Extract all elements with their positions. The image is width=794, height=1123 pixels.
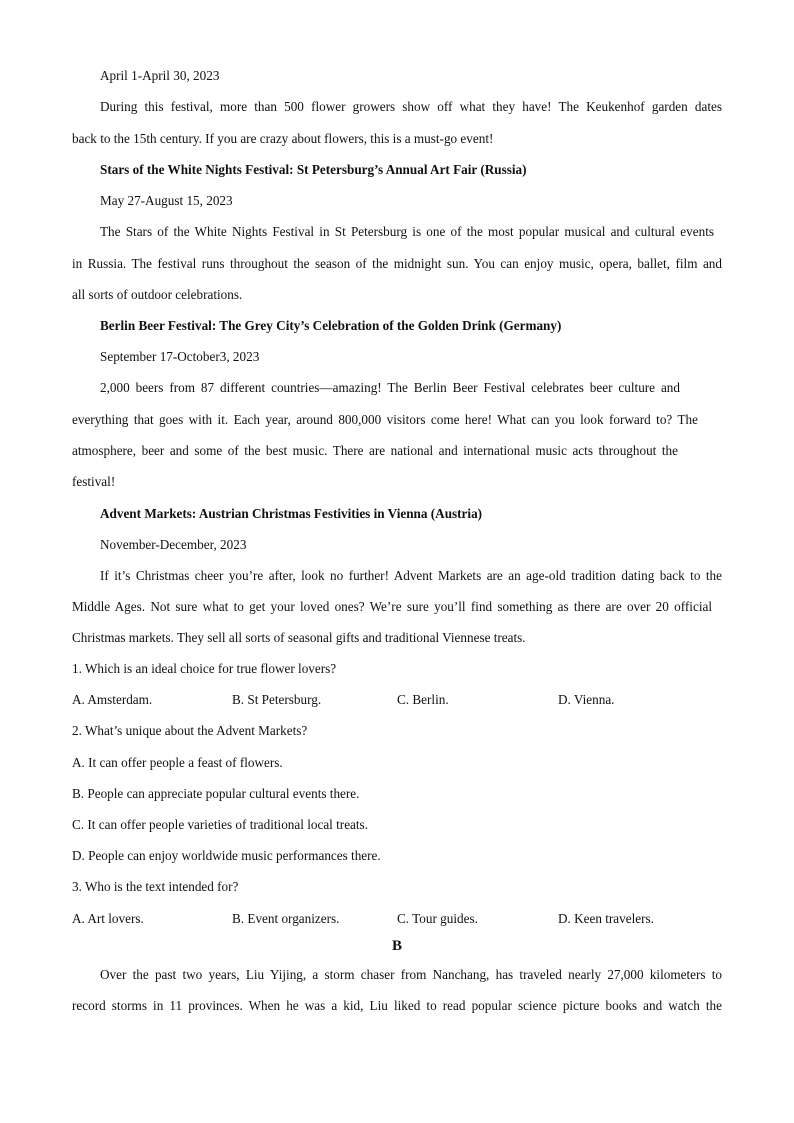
paragraph-line: everything that goes with it. Each year, around 800,000 visitors come here! What can you look forward to? The bbox=[72, 412, 698, 427]
paragraph-line: Middle Ages. Not sure what to get your loved ones? We’re sure you’ll find something as there are over 20 official bbox=[72, 599, 712, 614]
question-stem: 1. Which is an ideal choice for true flower lovers? bbox=[72, 661, 337, 676]
option-d: D. People can enjoy worldwide music performances there. bbox=[72, 848, 381, 863]
question-stem: 3. Who is the text intended for? bbox=[72, 879, 239, 894]
option-b: B. People can appreciate popular cultural events there. bbox=[72, 786, 360, 801]
paragraph-line: atmosphere, beer and some of the best music. There are national and international music acts throughout the bbox=[72, 443, 678, 458]
festival-date: September 17-October3, 2023 bbox=[100, 349, 260, 364]
option-b: B. St Petersburg. bbox=[232, 692, 322, 707]
paragraph-line: 2,000 beers from 87 different countries—amazing! The Berlin Beer Festival celebrates beer culture and bbox=[100, 380, 680, 395]
paragraph-line: in Russia. The festival runs throughout the season of the midnight sun. You can enjoy music, opera, ballet, film and bbox=[72, 256, 722, 271]
option-c: C. Tour guides. bbox=[397, 911, 478, 926]
option-a: A. Art lovers. bbox=[72, 911, 144, 926]
option-d: D. Vienna. bbox=[558, 692, 615, 707]
festival-title: Berlin Beer Festival: The Grey City’s Celebration of the Golden Drink (Germany) bbox=[100, 318, 562, 333]
option-c: C. Berlin. bbox=[397, 692, 449, 707]
paragraph-line: back to the 15th century. If you are crazy about flowers, this is a must-go event! bbox=[72, 131, 494, 146]
option-d: D. Keen travelers. bbox=[558, 911, 654, 926]
festival-date: November-December, 2023 bbox=[100, 537, 247, 552]
paragraph-line: festival! bbox=[72, 474, 116, 489]
festival-title: Stars of the White Nights Festival: St Petersburg’s Annual Art Fair (Russia) bbox=[100, 162, 527, 177]
option-b: B. Event organizers. bbox=[232, 911, 340, 926]
paragraph-line: all sorts of outdoor celebrations. bbox=[72, 287, 243, 302]
paragraph-line: The Stars of the White Nights Festival in St Petersburg is one of the most popular musical and cultural events bbox=[100, 224, 714, 239]
paragraph-line: Over the past two years, Liu Yijing, a storm chaser from Nanchang, has traveled nearly 27,000 kilometers to bbox=[100, 967, 722, 982]
paragraph-line: record storms in 11 provinces. When he was a kid, Liu liked to read popular science picture books and watch the bbox=[72, 998, 722, 1013]
option-c: C. It can offer people varieties of traditional local treats. bbox=[72, 817, 368, 832]
question-stem: 2. What’s unique about the Advent Markets? bbox=[72, 723, 308, 738]
option-a: A. It can offer people a feast of flowers. bbox=[72, 755, 283, 770]
paragraph-line: During this festival, more than 500 flower growers show off what they have! The Keukenhof garden dates bbox=[100, 99, 722, 114]
option-a: A. Amsterdam. bbox=[72, 692, 153, 707]
festival-date: May 27-August 15, 2023 bbox=[100, 193, 233, 208]
paragraph-line: If it’s Christmas cheer you’re after, look no further! Advent Markets are an age-old tradition dating back to the bbox=[100, 568, 722, 583]
festival-date: April 1-April 30, 2023 bbox=[100, 68, 220, 83]
answer-options bbox=[72, 692, 722, 708]
paragraph-line: Christmas markets. They sell all sorts of seasonal gifts and traditional Viennese treats. bbox=[72, 630, 526, 645]
answer-options bbox=[72, 911, 722, 927]
section-heading: B bbox=[391, 938, 402, 954]
festival-title: Advent Markets: Austrian Christmas Festivities in Vienna (Austria) bbox=[100, 506, 483, 521]
